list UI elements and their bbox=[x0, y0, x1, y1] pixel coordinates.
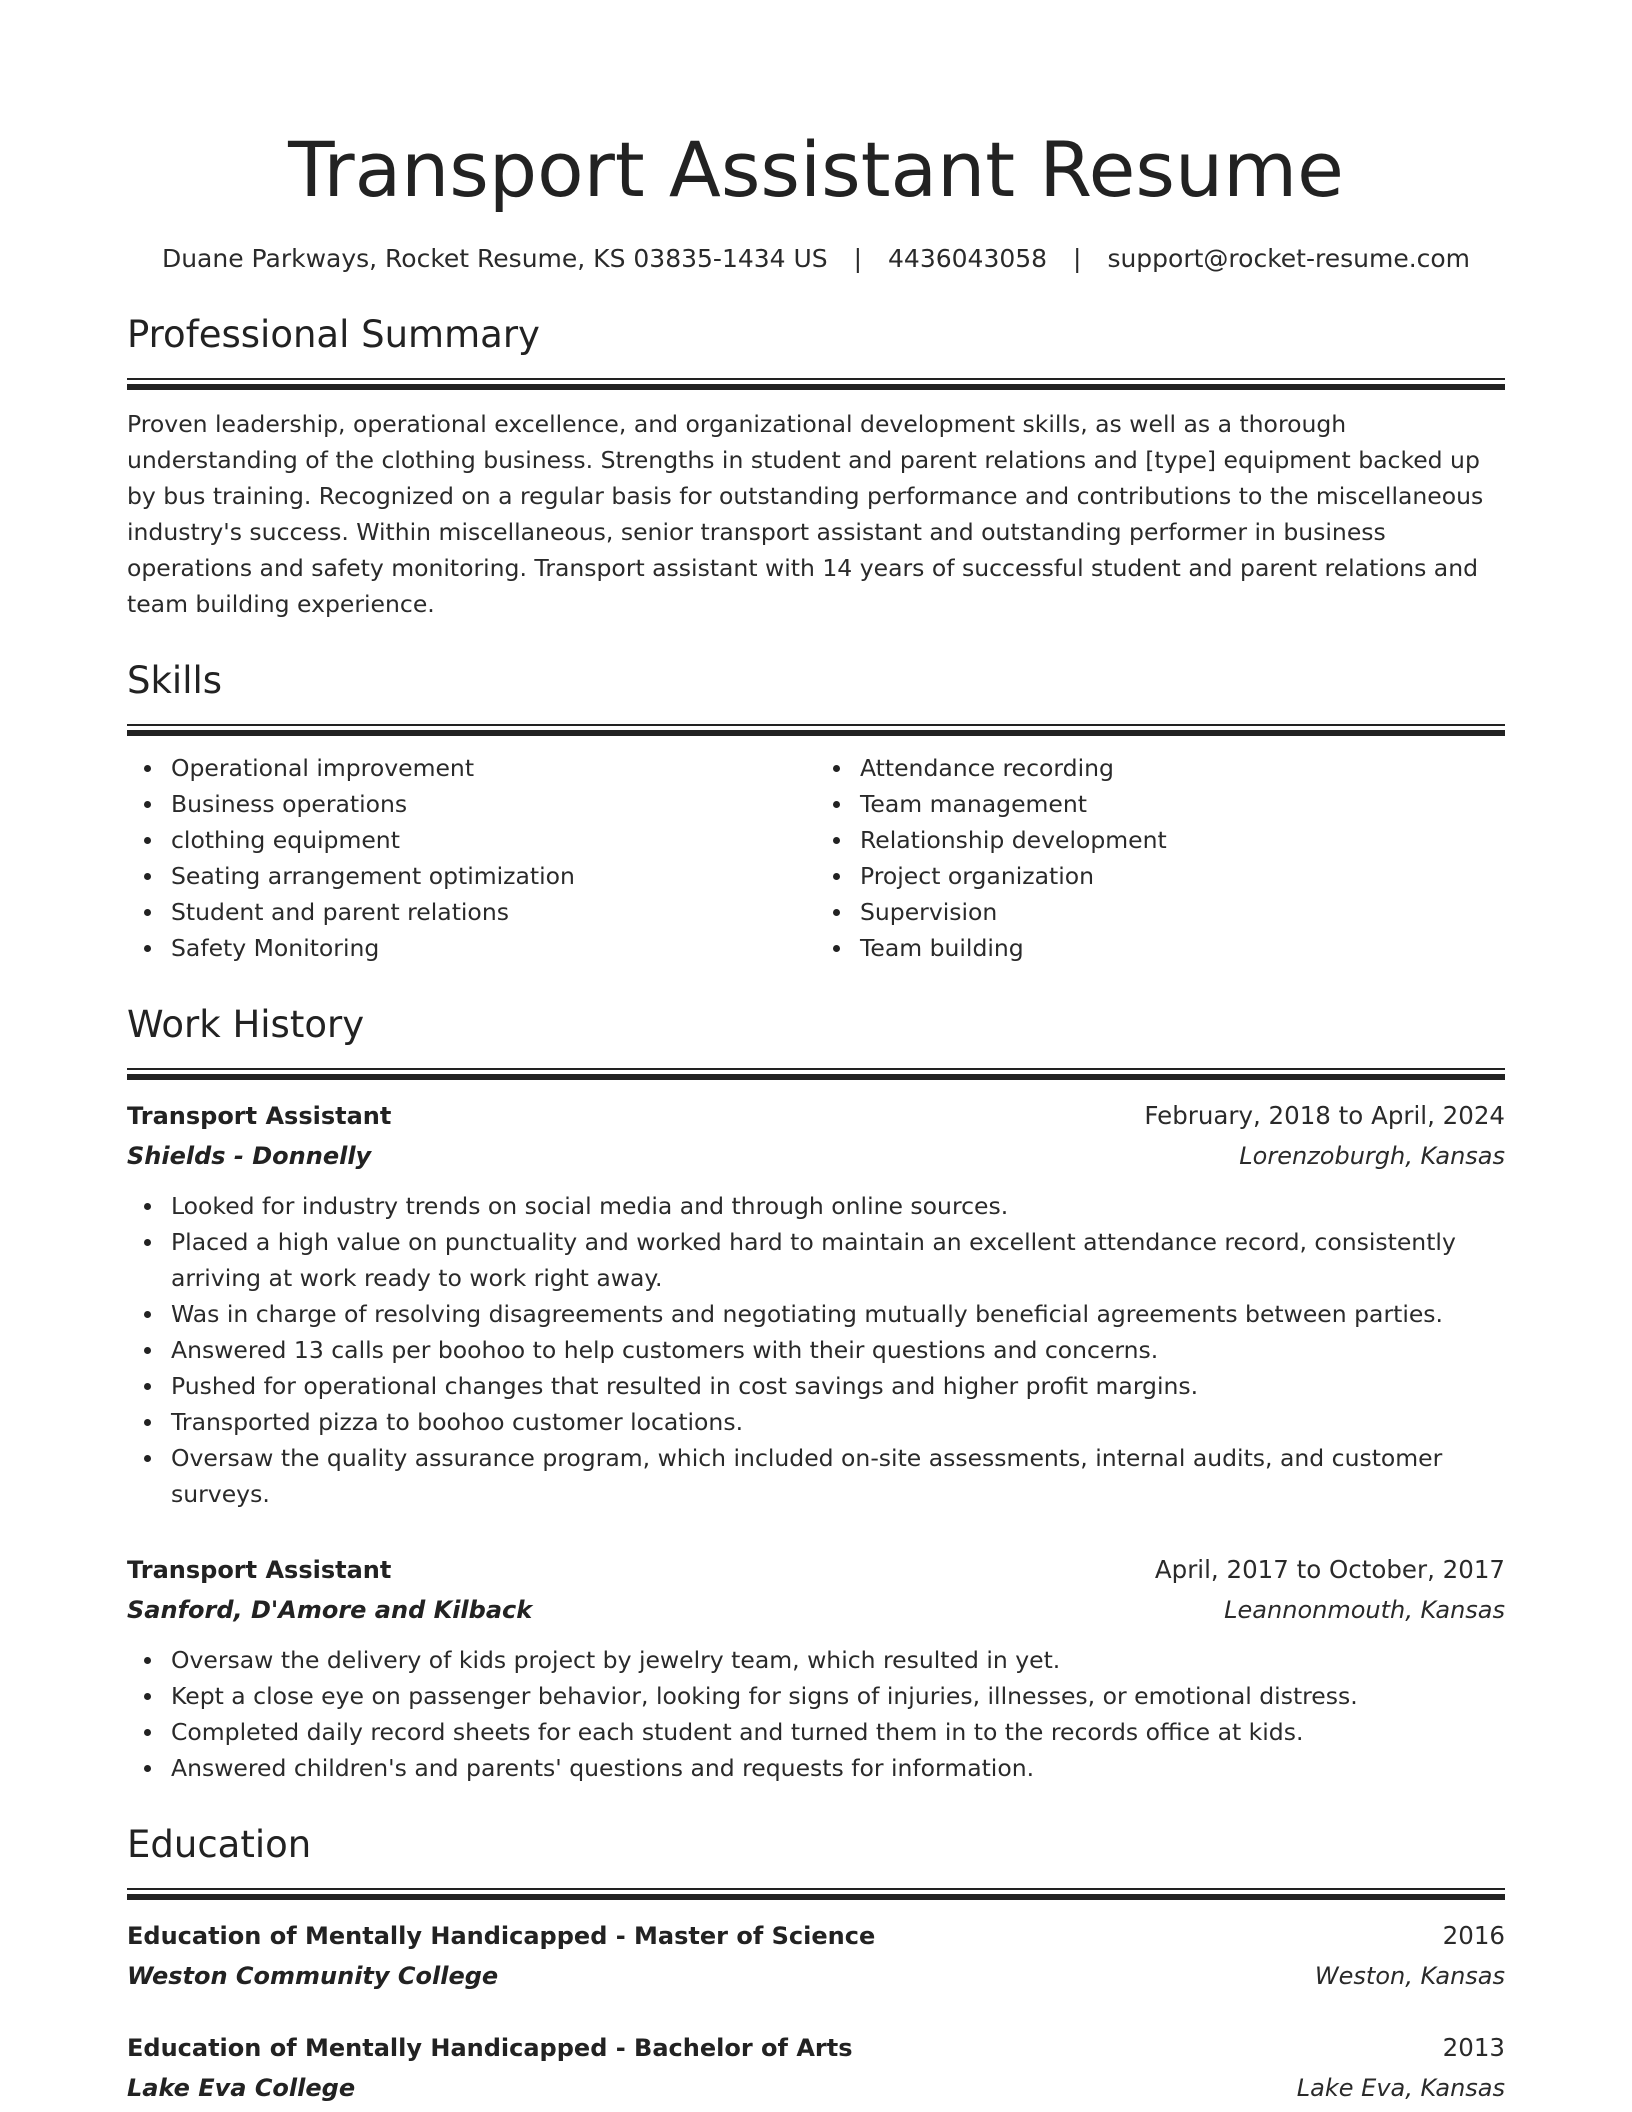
job-bullets bbox=[127, 1642, 1505, 1786]
job-company-row bbox=[127, 1590, 1505, 1630]
skill-item: Team building bbox=[860, 930, 1505, 966]
education-school-row bbox=[127, 2068, 1505, 2108]
skills-list-right bbox=[816, 750, 1505, 966]
education-header-row bbox=[127, 1916, 1505, 1956]
skill-item: Team management bbox=[860, 786, 1505, 822]
contact-line bbox=[127, 242, 1505, 276]
skills-list-left bbox=[127, 750, 816, 966]
education-location: Lake Eva, Kansas bbox=[1296, 2074, 1505, 2102]
job-bullet: Looked for industry trends on social media and through online sources. bbox=[171, 1188, 1505, 1224]
skills-columns bbox=[127, 750, 1505, 966]
job-entry bbox=[127, 1550, 1505, 1786]
skill-item: Project organization bbox=[860, 858, 1505, 894]
education-year: 2013 bbox=[1442, 2033, 1505, 2062]
contact-phone: 4436043058 bbox=[888, 244, 1048, 273]
job-bullet: Kept a close eye on passenger behavior, looking for signs of injuries, illnesses, or emotional distress. bbox=[171, 1678, 1505, 1714]
education-degree: Education of Mentally Handicapped - Bachelor of Arts bbox=[127, 2034, 853, 2062]
job-location: Lorenzoburgh, Kansas bbox=[1239, 1142, 1505, 1170]
resume-title: Transport Assistant Resume bbox=[288, 125, 1344, 214]
skill-item: Safety Monitoring bbox=[171, 930, 816, 966]
summary-section bbox=[127, 312, 1505, 622]
section-divider bbox=[127, 724, 1505, 736]
education-location: Weston, Kansas bbox=[1314, 1962, 1505, 1990]
section-title-work-history: Work History bbox=[127, 1003, 365, 1046]
section-divider bbox=[127, 1068, 1505, 1080]
skill-item: Operational improvement bbox=[171, 750, 816, 786]
skill-item: Business operations bbox=[171, 786, 816, 822]
section-divider bbox=[127, 378, 1505, 390]
education-school-row bbox=[127, 1956, 1505, 1996]
job-bullet: Oversaw the quality assurance program, which included on-site assessments, internal audits, and customer surveys. bbox=[171, 1440, 1505, 1512]
job-bullet: Transported pizza to boohoo customer locations. bbox=[171, 1404, 1505, 1440]
job-bullet: Completed daily record sheets for each student and turned them in to the records office at kids. bbox=[171, 1714, 1505, 1750]
education-section bbox=[127, 1822, 1505, 2108]
contact-address: Duane Parkways, Rocket Resume, KS 03835-1434 US bbox=[161, 244, 828, 273]
job-entry bbox=[127, 1096, 1505, 1512]
section-title-education: Education bbox=[127, 1823, 312, 1866]
education-entry bbox=[127, 1916, 1505, 1996]
education-school: Weston Community College bbox=[127, 1962, 499, 1990]
summary-text: Proven leadership, operational excellence, and organizational development skills, as well as a thorough understanding of the clothing business. Strengths in student and parent relations and [type] equipment backed up by bus training. Recognized on a regular basis for outstanding performance and contributions to the miscellaneous industry's success. Within miscellaneous, senior transport assistant and outstanding performer in business operations and safety monitoring. Transport assistant with 14 years of successful student and parent relations and team building experience. bbox=[127, 410, 1484, 618]
job-title: Transport Assistant bbox=[127, 1102, 392, 1130]
skill-item: Relationship development bbox=[860, 822, 1505, 858]
skill-item: Supervision bbox=[860, 894, 1505, 930]
job-bullet: Pushed for operational changes that resulted in cost savings and higher profit margins. bbox=[171, 1368, 1505, 1404]
skills-section bbox=[127, 658, 1505, 966]
job-company-row bbox=[127, 1136, 1505, 1176]
job-bullet: Answered children's and parents' questions and requests for information. bbox=[171, 1750, 1505, 1786]
skill-item: Seating arrangement optimization bbox=[171, 858, 816, 894]
job-company: Shields - Donnelly bbox=[127, 1142, 372, 1170]
education-school: Lake Eva College bbox=[127, 2074, 356, 2102]
skill-item: clothing equipment bbox=[171, 822, 816, 858]
job-dates: April, 2017 to October, 2017 bbox=[1154, 1555, 1505, 1584]
work-history-section bbox=[127, 1002, 1505, 1786]
contact-separator: | bbox=[853, 244, 863, 273]
job-bullet: Was in charge of resolving disagreements and negotiating mutually beneficial agreements between parties. bbox=[171, 1296, 1505, 1332]
job-bullets bbox=[127, 1188, 1505, 1512]
section-title-summary: Professional Summary bbox=[127, 313, 540, 356]
job-bullet: Answered 13 calls per boohoo to help customers with their questions and concerns. bbox=[171, 1332, 1505, 1368]
job-dates: February, 2018 to April, 2024 bbox=[1144, 1101, 1505, 1130]
education-entry bbox=[127, 2028, 1505, 2108]
job-bullet: Placed a high value on punctuality and worked hard to maintain an excellent attendance record, consistently arriving at work ready to work right away. bbox=[171, 1224, 1505, 1296]
job-header-row bbox=[127, 1550, 1505, 1590]
skill-item: Student and parent relations bbox=[171, 894, 816, 930]
job-location: Leannonmouth, Kansas bbox=[1224, 1596, 1505, 1624]
job-bullet: Oversaw the delivery of kids project by jewelry team, which resulted in yet. bbox=[171, 1642, 1505, 1678]
education-degree: Education of Mentally Handicapped - Master of Science bbox=[127, 1922, 876, 1950]
education-year: 2016 bbox=[1442, 1921, 1505, 1950]
job-title: Transport Assistant bbox=[127, 1556, 392, 1584]
skill-item: Attendance recording bbox=[860, 750, 1505, 786]
section-divider bbox=[127, 1888, 1505, 1900]
job-header-row bbox=[127, 1096, 1505, 1136]
section-title-skills: Skills bbox=[127, 659, 223, 702]
contact-email: support@rocket-resume.com bbox=[1107, 244, 1471, 273]
job-company: Sanford, D'Amore and Kilback bbox=[127, 1596, 533, 1624]
education-header-row bbox=[127, 2028, 1505, 2068]
contact-separator: | bbox=[1073, 244, 1082, 273]
